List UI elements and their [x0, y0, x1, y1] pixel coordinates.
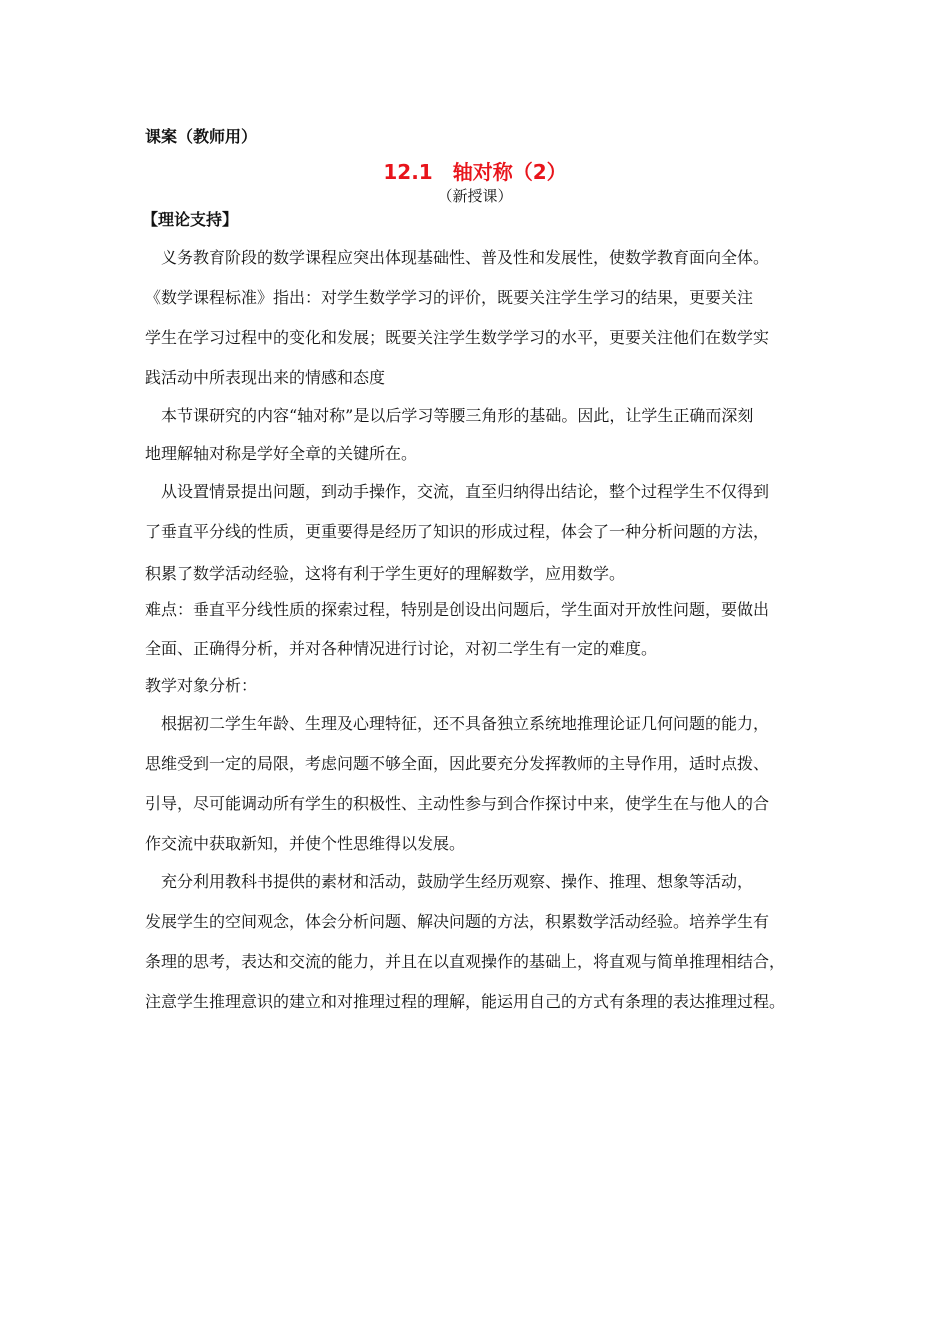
paragraph-line: 地理解轴对称是学好全章的关键所在。 — [145, 444, 418, 463]
paragraph-line: 充分利用教科书提供的素材和活动，鼓励学生经历观察、操作、推理、想象等活动， — [145, 872, 754, 891]
doc-label: 课案（教师用） — [145, 127, 258, 146]
paragraph-line: 本节课研究的内容“轴对称”是以后学习等腰三角形的基础。因此，让学生正确而深刻 — [145, 406, 754, 425]
paragraph-line: 从设置情景提出问题，到动手操作，交流，直至归纳得出结论，整个过程学生不仅得到 — [145, 482, 770, 501]
paragraph-line: 积累了数学活动经验，这将有利于学生更好的理解数学，应用数学。 — [145, 564, 626, 583]
lesson-subtitle: （新授课） — [437, 187, 513, 205]
paragraph-line: 作交流中获取新知，并使个性思维得以发展。 — [145, 834, 466, 853]
paragraph-line: 根据初二学生年龄、生理及心理特征，还不具备独立系统地推理论证几何问题的能力， — [145, 714, 770, 733]
paragraph-line: 义务教育阶段的数学课程应突出体现基础性、普及性和发展性，使数学教育面向全体。 — [145, 248, 770, 267]
paragraph-line: 思维受到一定的局限，考虑问题不够全面，因此要充分发挥教师的主导作用，适时点拨、 — [145, 754, 770, 773]
paragraph-line: 《数学课程标准》指出：对学生数学学习的评价，既要关注学生学习的结果，更要关注 — [145, 288, 754, 307]
paragraph-line: 发展学生的空间观念，体会分析问题、解决问题的方法，积累数学活动经验。培养学生有 — [145, 912, 770, 931]
lesson-title: 12.1 轴对称（2） — [383, 160, 567, 184]
paragraph-line: 难点：垂直平分线性质的探索过程，特别是创设出问题后，学生面对开放性问题，要做出 — [145, 600, 770, 619]
paragraph-line: 注意学生推理意识的建立和对推理过程的理解，能运用自己的方式有条理的表达推理过程。 — [145, 992, 786, 1011]
section-heading-theory: 【理论支持】 — [142, 210, 239, 229]
paragraph-line: 学生在学习过程中的变化和发展；既要关注学生数学学习的水平，更要关注他们在数学实 — [145, 328, 770, 347]
paragraph-line: 条理的思考，表达和交流的能力，并且在以直观操作的基础上，将直观与简单推理相结合， — [145, 952, 786, 971]
paragraph-line: 引导，尽可能调动所有学生的积极性、主动性参与到合作探讨中来，使学生在与他人的合 — [145, 794, 770, 813]
paragraph-line: 了垂直平分线的性质，更重要得是经历了知识的形成过程，体会了一种分析问题的方法， — [145, 522, 770, 541]
paragraph-line: 全面、正确得分析，并对各种情况进行讨论，对初二学生有一定的难度。 — [145, 639, 658, 658]
paragraph-line: 教学对象分析： — [145, 676, 258, 695]
paragraph-line: 践活动中所表现出来的情感和态度 — [145, 368, 386, 387]
